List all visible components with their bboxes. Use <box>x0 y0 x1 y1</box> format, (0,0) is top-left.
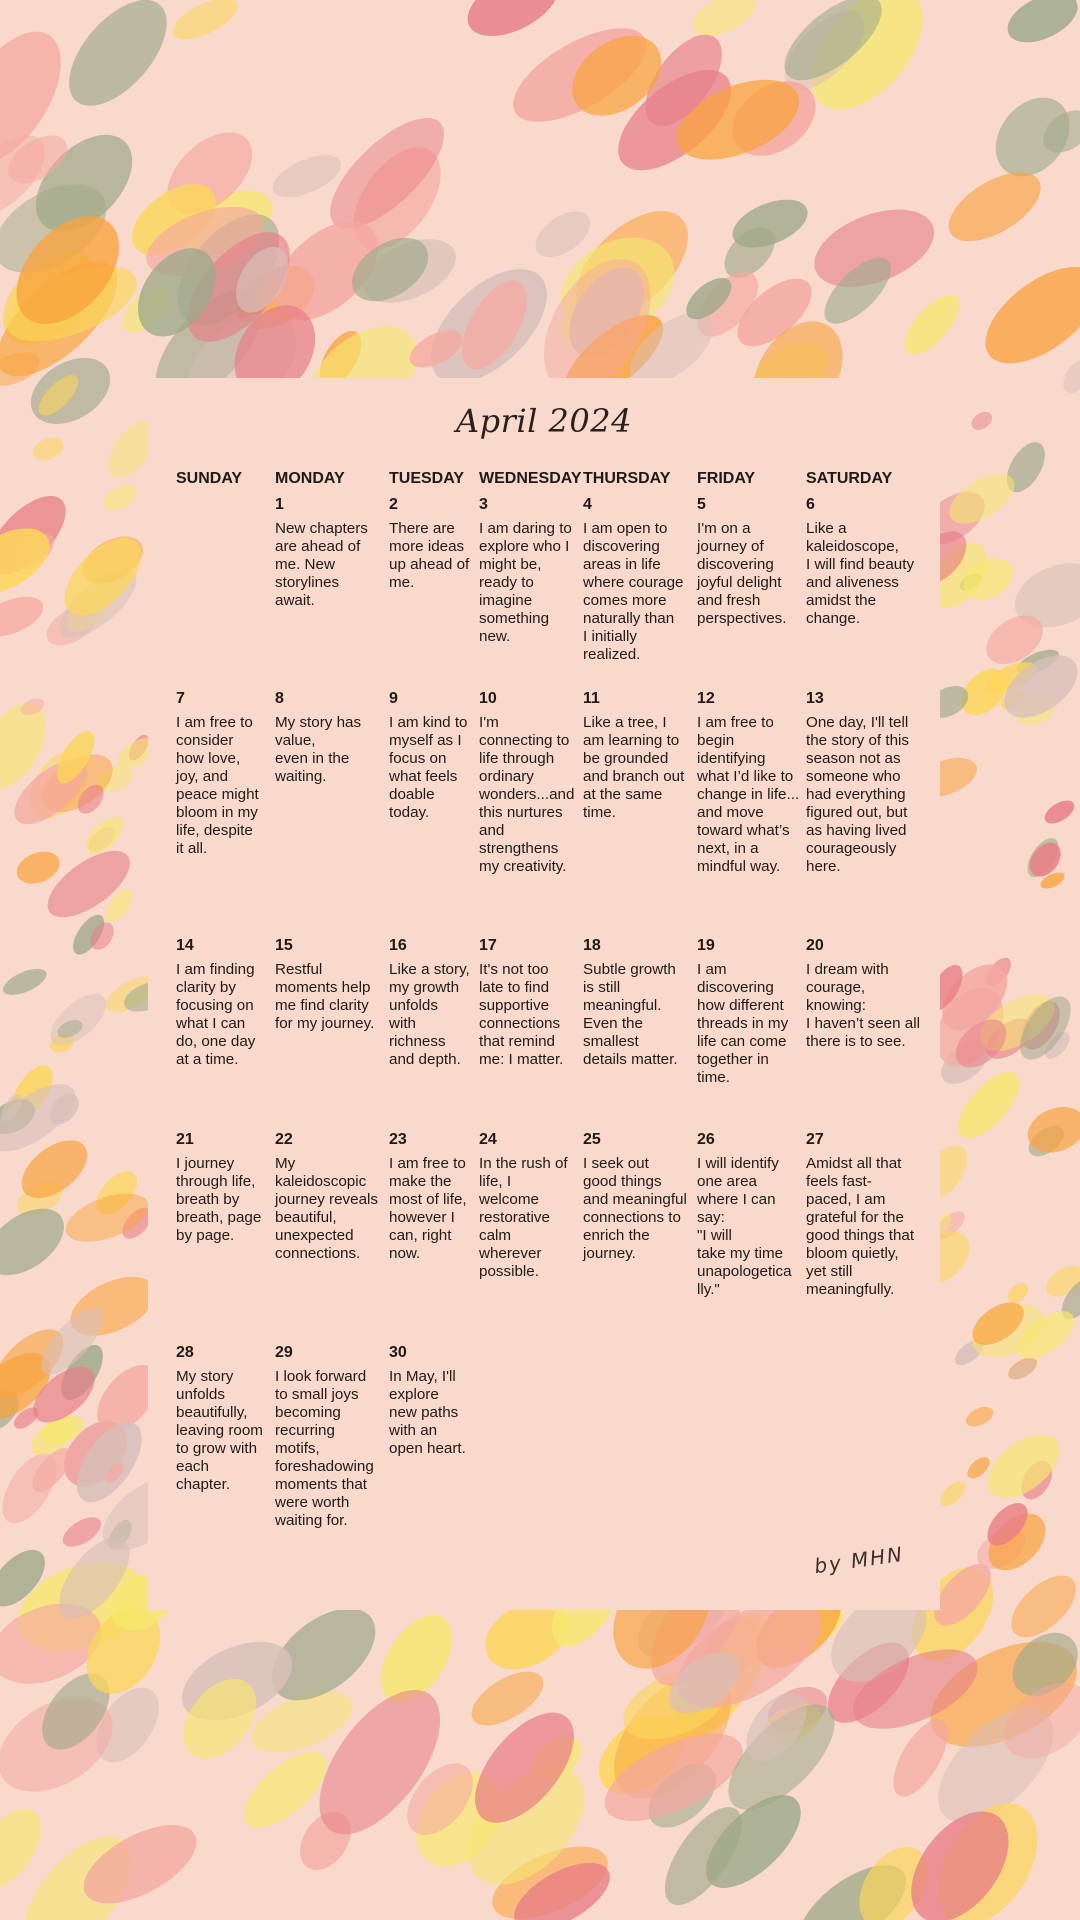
day-affirmation: I am finding clarity by focusing on what I can do, one day at a time. <box>176 961 256 1068</box>
day-number: 18 <box>583 937 601 954</box>
day-number: 5 <box>697 496 706 513</box>
day-affirmation: New chapters are ahead of me. New storylines await. <box>275 520 368 609</box>
day-cell <box>697 937 788 1087</box>
petal-shape <box>167 0 244 48</box>
day-number: 27 <box>806 1131 824 1148</box>
day-number: 24 <box>479 1131 497 1148</box>
day-number: 15 <box>275 937 293 954</box>
day-number: 12 <box>697 690 715 707</box>
day-number: 6 <box>806 496 815 513</box>
day-affirmation: I am free to consider how love, joy, and peace might bloom in my life, despite it all. <box>176 714 259 857</box>
day-number: 23 <box>389 1131 407 1148</box>
day-affirmation: My story has value, even in the waiting. <box>275 714 362 785</box>
day-affirmation: Subtle growth is still meaningful. Even the smallest details matter. <box>583 961 678 1068</box>
day-affirmation: I dream with courage, knowing: I haven’t seen all there is to see. <box>806 961 920 1050</box>
day-affirmation: I am kind to myself as I focus on what feels doable today. <box>389 714 468 821</box>
petal-shape <box>51 0 185 123</box>
calendar-panel <box>148 378 940 1610</box>
day-affirmation: I look forward to small joys becoming recurring motifs, foreshadowing moments that were worth waiting for. <box>275 1368 374 1529</box>
day-number: 20 <box>806 937 824 954</box>
petal-shape <box>969 248 1080 382</box>
day-affirmation: I am open to discovering areas in life where courage comes more naturally than I initially realized. <box>583 520 684 663</box>
day-number: 9 <box>389 690 398 707</box>
day-number: 30 <box>389 1344 407 1361</box>
day-affirmation: I am free to begin identifying what I’d like to change in life... and move toward what’s next, in a mindful way. <box>697 714 800 875</box>
day-number: 4 <box>583 496 592 513</box>
calendar-title: April 2024 <box>456 402 632 440</box>
petal-shape <box>457 0 569 50</box>
day-affirmation: My story unfolds beautifully, leaving room to grow with each chapter. <box>176 1368 263 1493</box>
day-number: 17 <box>479 937 497 954</box>
petal-shape <box>1004 1279 1031 1306</box>
day-cell <box>275 496 368 610</box>
day-number: 19 <box>697 937 715 954</box>
petal-shape <box>12 846 64 890</box>
weekday-saturday: SATURDAY <box>806 470 893 487</box>
petal-shape <box>963 1403 997 1431</box>
day-number: 22 <box>275 1131 293 1148</box>
day-affirmation: I journey through life, breath by breath, page by page. <box>176 1155 262 1244</box>
day-number: 2 <box>389 496 398 513</box>
weekday-monday: MONDAY <box>275 470 345 487</box>
petal-shape <box>100 480 142 515</box>
day-affirmation: In the rush of life, I welcome restorative calm wherever possible. <box>479 1155 568 1280</box>
day-affirmation: I am daring to explore who I might be, ready to imagine something new. <box>479 520 572 645</box>
day-number: 21 <box>176 1131 194 1148</box>
day-cell <box>583 1131 687 1263</box>
day-affirmation: I'm on a journey of discovering joyful delight and fresh perspectives. <box>697 520 787 627</box>
petal-shape <box>968 408 996 433</box>
day-affirmation: Like a story, my growth unfolds with richness and depth. <box>389 961 470 1068</box>
day-cell <box>389 1131 467 1263</box>
day-affirmation: One day, I'll tell the story of this season not as someone who had everything figured out, but as having lived courageously here. <box>806 714 909 875</box>
petal-shape <box>1000 1564 1080 1648</box>
day-affirmation: In May, I'll explore new paths with an open heart. <box>389 1368 466 1457</box>
petal-shape <box>0 963 50 1000</box>
day-affirmation: Like a kaleidoscope, I will find beauty and aliveness amidst the change. <box>806 520 915 627</box>
petal-shape <box>895 286 968 363</box>
day-cell <box>583 496 683 664</box>
weekday-tuesday: TUESDAY <box>389 470 464 487</box>
day-cell <box>806 690 909 876</box>
day-number: 11 <box>583 690 600 707</box>
day-cell <box>583 690 684 822</box>
day-cell <box>275 1344 374 1530</box>
petal-shape <box>936 1477 970 1510</box>
weekday-thursday: THURSDAY <box>583 470 671 487</box>
day-number: 8 <box>275 690 284 707</box>
day-cell <box>389 496 469 592</box>
day-cell <box>176 1344 263 1494</box>
day-affirmation: Like a tree, I am learning to be grounded and branch out at the same time. <box>583 714 685 821</box>
day-number: 28 <box>176 1344 194 1361</box>
day-cell <box>583 937 678 1069</box>
day-affirmation: I am free to make the most of life, however I can, right now. <box>389 1155 467 1262</box>
day-cell <box>806 937 920 1051</box>
petal-shape <box>1041 796 1079 828</box>
petal-shape <box>37 838 141 930</box>
day-number: 29 <box>275 1344 293 1361</box>
day-cell <box>697 690 799 876</box>
day-affirmation: I'm connecting to life through ordinary wonders...and this nurtures and strengthens my creativity. <box>479 714 575 875</box>
weekday-friday: FRIDAY <box>697 470 756 487</box>
day-cell <box>697 496 786 628</box>
day-cell <box>389 690 468 822</box>
day-affirmation: I seek out good things and meaningful connections to enrich the journey. <box>583 1155 687 1262</box>
petal-shape <box>0 1195 76 1289</box>
day-cell <box>479 937 563 1069</box>
day-cell <box>275 937 374 1033</box>
day-affirmation: Restful moments help me find clarity for my journey. <box>275 961 375 1032</box>
day-number: 1 <box>275 496 284 513</box>
day-cell <box>697 1131 792 1299</box>
day-cell <box>176 1131 261 1245</box>
day-number: 7 <box>176 690 185 707</box>
day-cell <box>806 1131 914 1299</box>
day-cell <box>479 496 572 646</box>
day-number: 3 <box>479 496 488 513</box>
petal-shape <box>0 589 49 645</box>
weekday-wednesday: WEDNESDAY <box>479 470 582 487</box>
day-cell <box>479 1131 568 1281</box>
day-cell <box>389 1344 466 1458</box>
day-cell <box>479 690 574 876</box>
day-affirmation: I will identify one area where I can say: "I will take my time unapologetica lly." <box>697 1155 792 1298</box>
day-cell <box>275 690 361 786</box>
signature: by MHN <box>812 1541 906 1579</box>
petal-shape <box>30 433 67 464</box>
day-number: 26 <box>697 1131 715 1148</box>
petal-shape <box>1000 0 1080 52</box>
petal-shape <box>1058 355 1080 398</box>
day-affirmation: I am discovering how different threads in my life can come together in time. <box>697 961 789 1086</box>
day-cell <box>176 690 259 858</box>
day-cell <box>389 937 470 1069</box>
day-affirmation: There are more ideas up ahead of me. <box>389 520 470 591</box>
day-number: 10 <box>479 690 497 707</box>
weekday-sunday: SUNDAY <box>176 470 243 487</box>
day-affirmation: Amidst all that feels fast- paced, I am grateful for the good things that bloom quietly, yet still meaningfully. <box>806 1155 915 1298</box>
day-number: 25 <box>583 1131 601 1148</box>
day-affirmation: It's not too late to find supportive connections that remind me: I matter. <box>479 961 564 1068</box>
day-cell <box>806 496 914 628</box>
petal-shape <box>976 1422 1071 1510</box>
day-number: 16 <box>389 937 407 954</box>
day-number: 14 <box>176 937 194 954</box>
day-affirmation: My kaleidoscopic journey reveals beautiful, unexpected connections. <box>275 1155 378 1262</box>
day-cell <box>275 1131 378 1263</box>
day-number: 13 <box>806 690 824 707</box>
day-cell <box>176 937 255 1069</box>
